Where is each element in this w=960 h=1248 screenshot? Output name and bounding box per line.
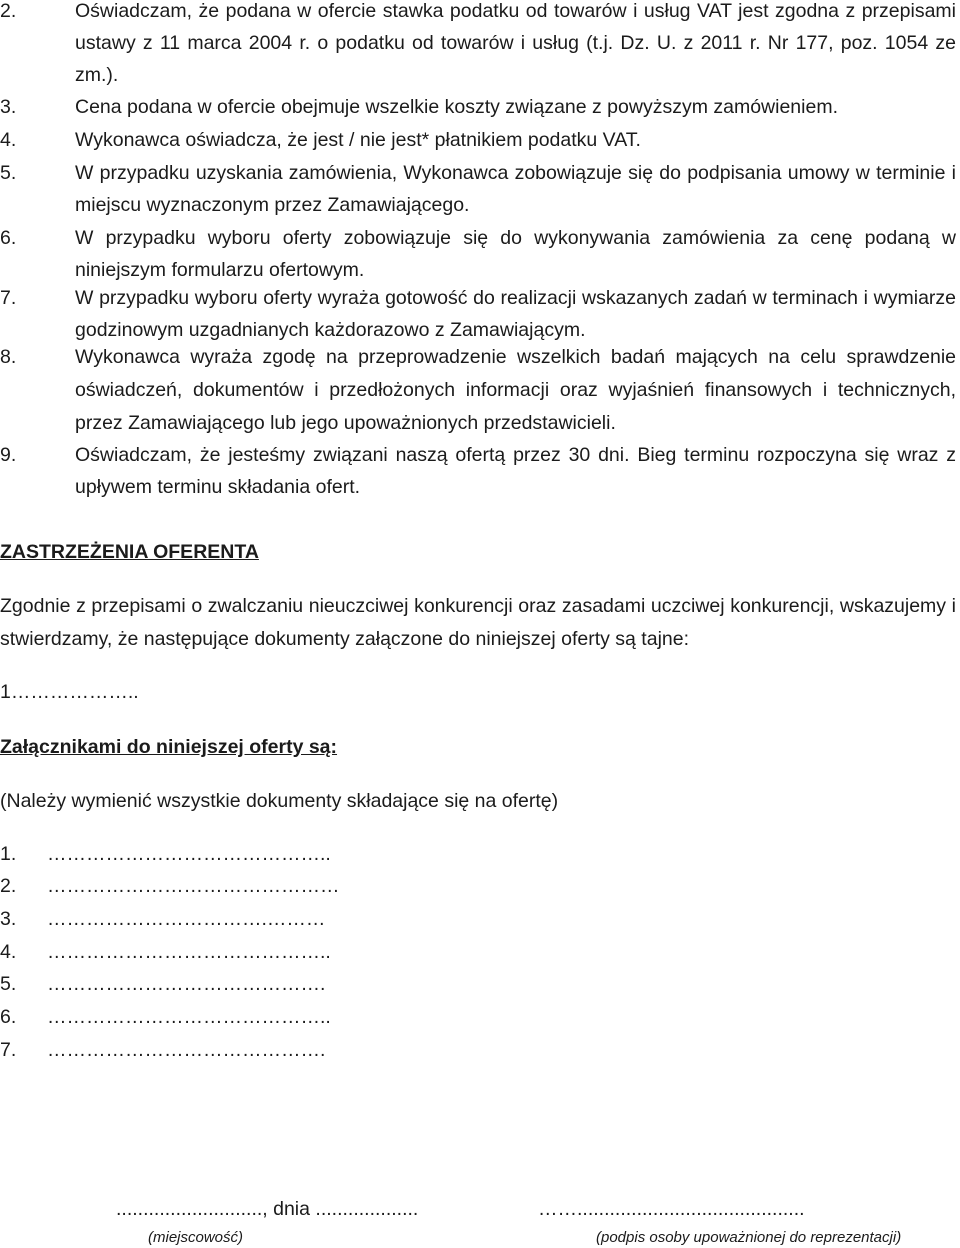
point-text: W przypadku wyboru oferty wyraża gotowość do realizacji wskazanych zadań w terminach i wymiarze godzinowym uzgadnianych każdorazowo z Zamawiającym.	[75, 287, 956, 341]
point-7	[0, 282, 956, 346]
blank-field: …………………………………….	[47, 1039, 326, 1061]
point-number: 4.	[0, 129, 17, 151]
point-5	[0, 157, 956, 221]
point-number: 8.	[0, 346, 17, 368]
attachment-line: 3. …………………………….………	[0, 908, 326, 930]
point-text: W przypadku uzyskania zamówienia, Wykonawca zobowiązuje się do podpisania umowy w terminie i miejscu wyznaczonym przez Zamawiającego.	[75, 162, 956, 216]
point-text: Oświadczam, że jesteśmy związani naszą ofertą przez 30 dni. Bieg terminu rozpoczyna się wraz z upływem terminu składania ofert.	[75, 444, 956, 498]
blank-field: ………………………………………	[47, 875, 340, 897]
point-6	[0, 222, 956, 286]
place-date-line: ..........................., dnia ...................	[116, 1198, 419, 1220]
signature-line: ……..........................................	[538, 1198, 805, 1220]
place-caption: (miejscowość)	[148, 1229, 244, 1246]
attachment-line: 1. ……………………………………..	[0, 843, 331, 865]
point-text: Wykonawca wyraża zgodę na przeprowadzenie wszelkich badań mających na celu sprawdzenie oświadczeń, dokumentów i przedłożonych informacji oraz wyjaśnień finansowych i technicznych, przez Zamawiającego lub jego upoważnionych przedstawicieli.	[75, 346, 956, 434]
point-number: 5.	[0, 162, 17, 184]
point-8	[0, 341, 956, 440]
point-number: 7.	[0, 287, 17, 309]
blank-field: ……………………………………..	[47, 1006, 331, 1028]
point-number: 3.	[0, 96, 17, 118]
signature-caption: (podpis osoby upoważnionej do reprezentacji)	[596, 1229, 902, 1246]
point-number: 6.	[0, 227, 17, 249]
point-number: 9.	[0, 444, 17, 466]
reservations-heading: ZASTRZEŻENIA OFERENTA	[0, 541, 259, 563]
reservations-body: Zgodnie z przepisami o zwalczaniu nieuczciwej konkurencji oraz zasadami uczciwej konkurencji, wskazujemy i stwierdzamy, że następujące dokumenty załączone do niniejszej oferty są tajne:	[0, 595, 956, 650]
point-9	[0, 439, 956, 503]
attachment-line: 5. …………………………………….	[0, 973, 326, 995]
point-2	[0, 0, 956, 91]
blank-field: ……………………………………..	[47, 843, 331, 865]
blank-field: …………………………………….	[47, 973, 326, 995]
attachment-line: 7. …………………………………….	[0, 1039, 326, 1061]
point-number: 2.	[0, 0, 17, 22]
attachment-line: 4. ……………………………………..	[0, 941, 331, 963]
attachments-note: (Należy wymienić wszystkie dokumenty składające się na ofertę)	[0, 790, 559, 812]
point-text: Cena podana w ofercie obejmuje wszelkie koszty związane z powyższym zamówieniem.	[75, 96, 838, 118]
point-3	[0, 91, 956, 123]
point-4	[0, 124, 956, 156]
attachment-line: 6. ……………………………………..	[0, 1006, 331, 1028]
point-text: W przypadku wyboru oferty zobowiązuje się do wykonywania zamówienia za cenę podaną w niniejszym formularzu ofertowym.	[75, 227, 956, 281]
point-text: Wykonawca oświadcza, że jest / nie jest* płatnikiem podatku VAT.	[75, 129, 641, 151]
attachment-line: 2. ………………………………………	[0, 875, 340, 897]
attachments-heading: Załącznikami do niniejszej oferty są:	[0, 736, 338, 758]
reservations-item: 1………………..	[0, 681, 139, 703]
point-text: Oświadczam, że podana w ofercie stawka podatku od towarów i usług VAT jest zgodna z przepisami ustawy z 11 marca 2004 r. o podatku od towarów i usług (t.j. Dz. U. z 2011 r. Nr 177, poz. 1054 ze zm.).	[75, 0, 956, 86]
blank-field: ……………………………………..	[47, 941, 331, 963]
blank-field: …………………………….………	[47, 908, 326, 930]
